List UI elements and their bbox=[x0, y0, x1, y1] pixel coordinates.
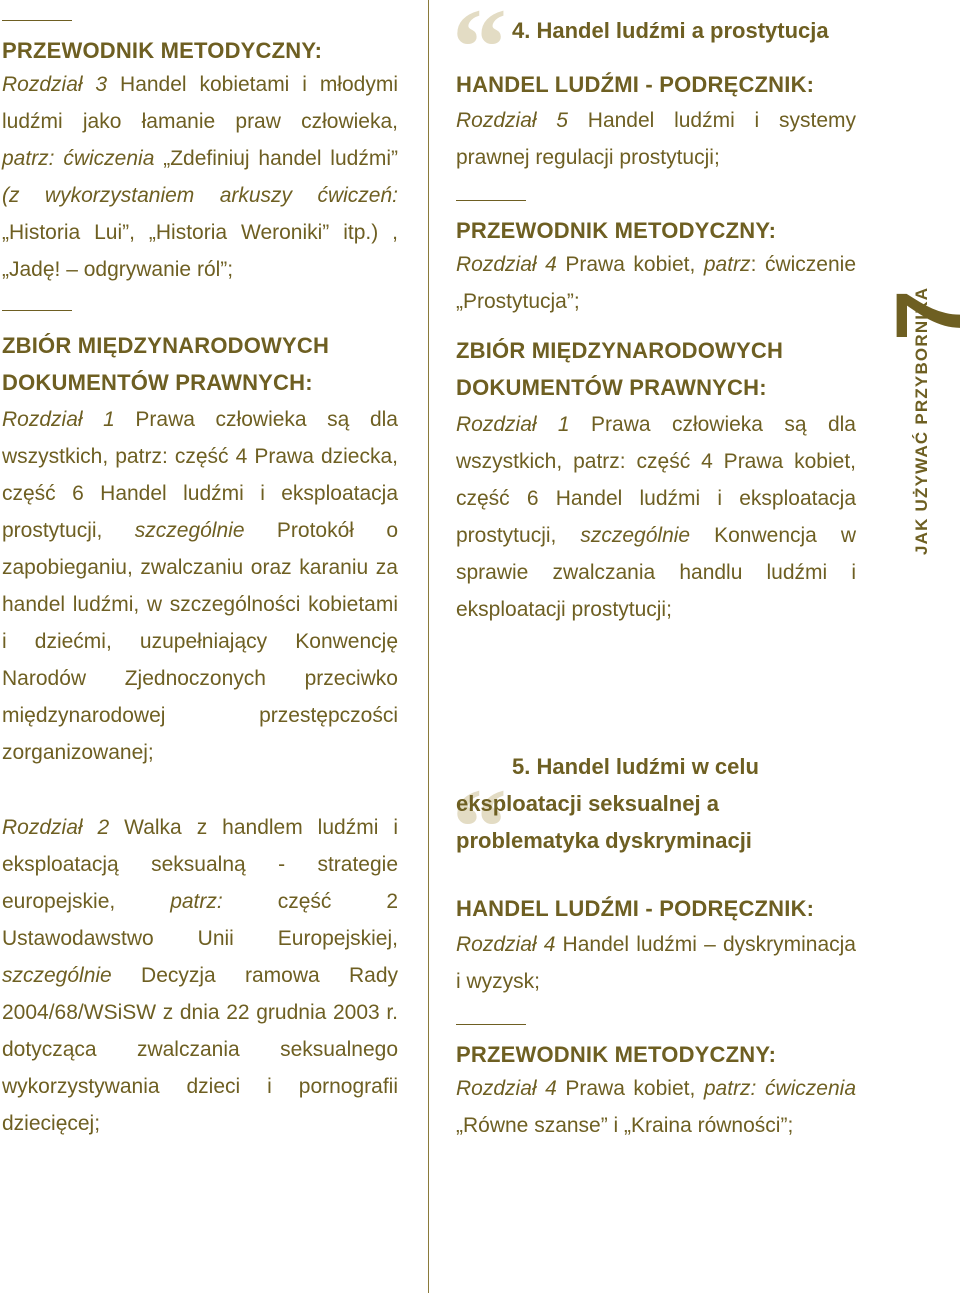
paragraph-text: Handel kobietami i młodymi ludźmi jako łamanie praw człowieka, bbox=[2, 73, 398, 133]
paragraph-italic: patrz bbox=[703, 253, 751, 276]
right-column bbox=[456, 0, 856, 1144]
column-divider bbox=[428, 0, 429, 1293]
paragraph-text: „Równe szanse” i „Kraina równości”; bbox=[456, 1114, 794, 1137]
section-rule bbox=[2, 310, 72, 311]
paragraph-zbior bbox=[456, 406, 856, 628]
paragraph-text: „Zdefiniuj handel ludźmi” bbox=[163, 147, 398, 170]
chapter-ref: Rozdział 1 bbox=[456, 413, 570, 436]
paragraph-text: Prawa kobiet, bbox=[556, 1077, 704, 1100]
paragraph-text: Handel ludźmi i systemy prawnej regulacji prostytucji; bbox=[456, 109, 856, 169]
paragraph-text: część 2 Ustawodawstwo Unii Europejskiej, bbox=[2, 890, 399, 950]
quote-mark-icon: “ bbox=[452, 766, 507, 888]
section-rule bbox=[456, 1024, 526, 1025]
chapter-ref: Rozdział 4 bbox=[456, 253, 557, 276]
paragraph-italic: szczególnie bbox=[580, 524, 691, 547]
paragraph-italic: patrz: bbox=[170, 890, 223, 913]
paragraph-text: Walka z handlem ludźmi i eksploatacją seksualną - strategie europejskie, bbox=[2, 816, 398, 913]
paragraph-przewodnik bbox=[456, 1070, 856, 1144]
chapter-ref: Rozdział 2 bbox=[2, 816, 110, 839]
paragraph-walka bbox=[2, 809, 398, 1142]
paragraph-przewodnik bbox=[2, 66, 398, 288]
side-tab bbox=[878, 255, 980, 555]
left-column bbox=[2, 0, 398, 1142]
paragraph-text: „Historia Lui”, „Historia Weroniki” itp.) , „Jadę! – odgrywanie ról”; bbox=[2, 221, 398, 281]
chapter-ref: Rozdział 1 bbox=[2, 408, 115, 431]
section-rule bbox=[456, 200, 526, 201]
heading-handel-podrecznik: HANDEL LUDŹMI - PODRĘCZNIK: bbox=[456, 896, 815, 921]
heading-zbior: ZBIÓR MIĘDZYNARODOWYCH DOKUMENTÓW PRAWNYCH: bbox=[2, 333, 330, 395]
heading-przewodnik: PRZEWODNIK METODYCZNY: bbox=[2, 38, 323, 63]
paragraph-text: Prawa kobiet, bbox=[556, 253, 704, 276]
paragraph-italic: szczególnie bbox=[2, 964, 112, 987]
quote-mark-icon: “ bbox=[452, 0, 507, 108]
paragraph-zbior bbox=[2, 401, 398, 771]
chapter-ref: Rozdział 3 bbox=[2, 73, 108, 96]
paragraph-handel-podrecznik bbox=[456, 102, 856, 176]
paragraph-text: Protokół o zapobieganiu, zwalczaniu oraz karaniu za handel ludźmi, w szczególności kobietami i dziećmi, uzupełniający Konwencję Narodów Zjednoczonych przeciwko międzynarodowej przestępczości zorganizowanej; bbox=[2, 519, 399, 764]
section-rule bbox=[2, 20, 72, 21]
chapter-ref: Rozdział 4 bbox=[456, 933, 556, 956]
heading-przewodnik: PRZEWODNIK METODYCZNY: bbox=[456, 218, 777, 243]
paragraph-przewodnik bbox=[456, 246, 856, 320]
paragraph-italic: (z wykorzystaniem arkuszy ćwiczeń: bbox=[2, 184, 398, 207]
paragraph-text: Handel ludźmi – dyskryminacja i wyzysk; bbox=[456, 933, 856, 993]
paragraph-text: Konwencja w sprawie zwalczania handlu ludźmi i eksploatacji prostytucji; bbox=[456, 524, 857, 621]
chapter-ref: Rozdział 4 bbox=[456, 1077, 557, 1100]
paragraph-handel-podrecznik bbox=[456, 926, 856, 1000]
section-title-5: 5. Handel ludźmi w celu eksploatacji seksualnej a problematyka dyskryminacji bbox=[456, 754, 759, 853]
side-tab-label: JAK UŻYWAĆ PRZYBORNIKA bbox=[912, 286, 931, 555]
paragraph-text: Prawa człowieka są dla wszystkich, patrz: część 4 Prawa kobiet, część 6 Handel ludźmi i eksploatacja prostytucji, bbox=[456, 413, 856, 547]
heading-handel-podrecznik: HANDEL LUDŹMI - PODRĘCZNIK: bbox=[456, 72, 815, 97]
paragraph-italic: patrz: ćwiczenia bbox=[2, 147, 164, 170]
paragraph-text: Decyzja ramowa Rady 2004/68/WSiSW z dnia 22 grudnia 2003 r. dotycząca zwalczania seksualnego wykorzystywania dzieci i pornografii dziecięcej; bbox=[2, 964, 398, 1135]
paragraph-italic: patrz: ćwiczenia bbox=[703, 1077, 856, 1100]
paragraph-italic: szczególnie bbox=[134, 519, 245, 542]
heading-zbior: ZBIÓR MIĘDZYNARODOWYCH DOKUMENTÓW PRAWNYCH: bbox=[456, 338, 784, 400]
heading-przewodnik: PRZEWODNIK METODYCZNY: bbox=[456, 1042, 777, 1067]
section-title-4: 4. Handel ludźmi a prostytucja bbox=[512, 18, 829, 43]
paragraph-text: Prawa człowieka są dla wszystkich, patrz: część 4 Prawa dziecka, część 6 Handel ludźmi i eksploatacja prostytucji, bbox=[2, 408, 398, 542]
paragraph-text: : ćwiczenie „Prostytucja”; bbox=[456, 253, 856, 313]
chapter-number: 7 bbox=[878, 289, 980, 341]
chapter-ref: Rozdział 5 bbox=[456, 109, 568, 132]
